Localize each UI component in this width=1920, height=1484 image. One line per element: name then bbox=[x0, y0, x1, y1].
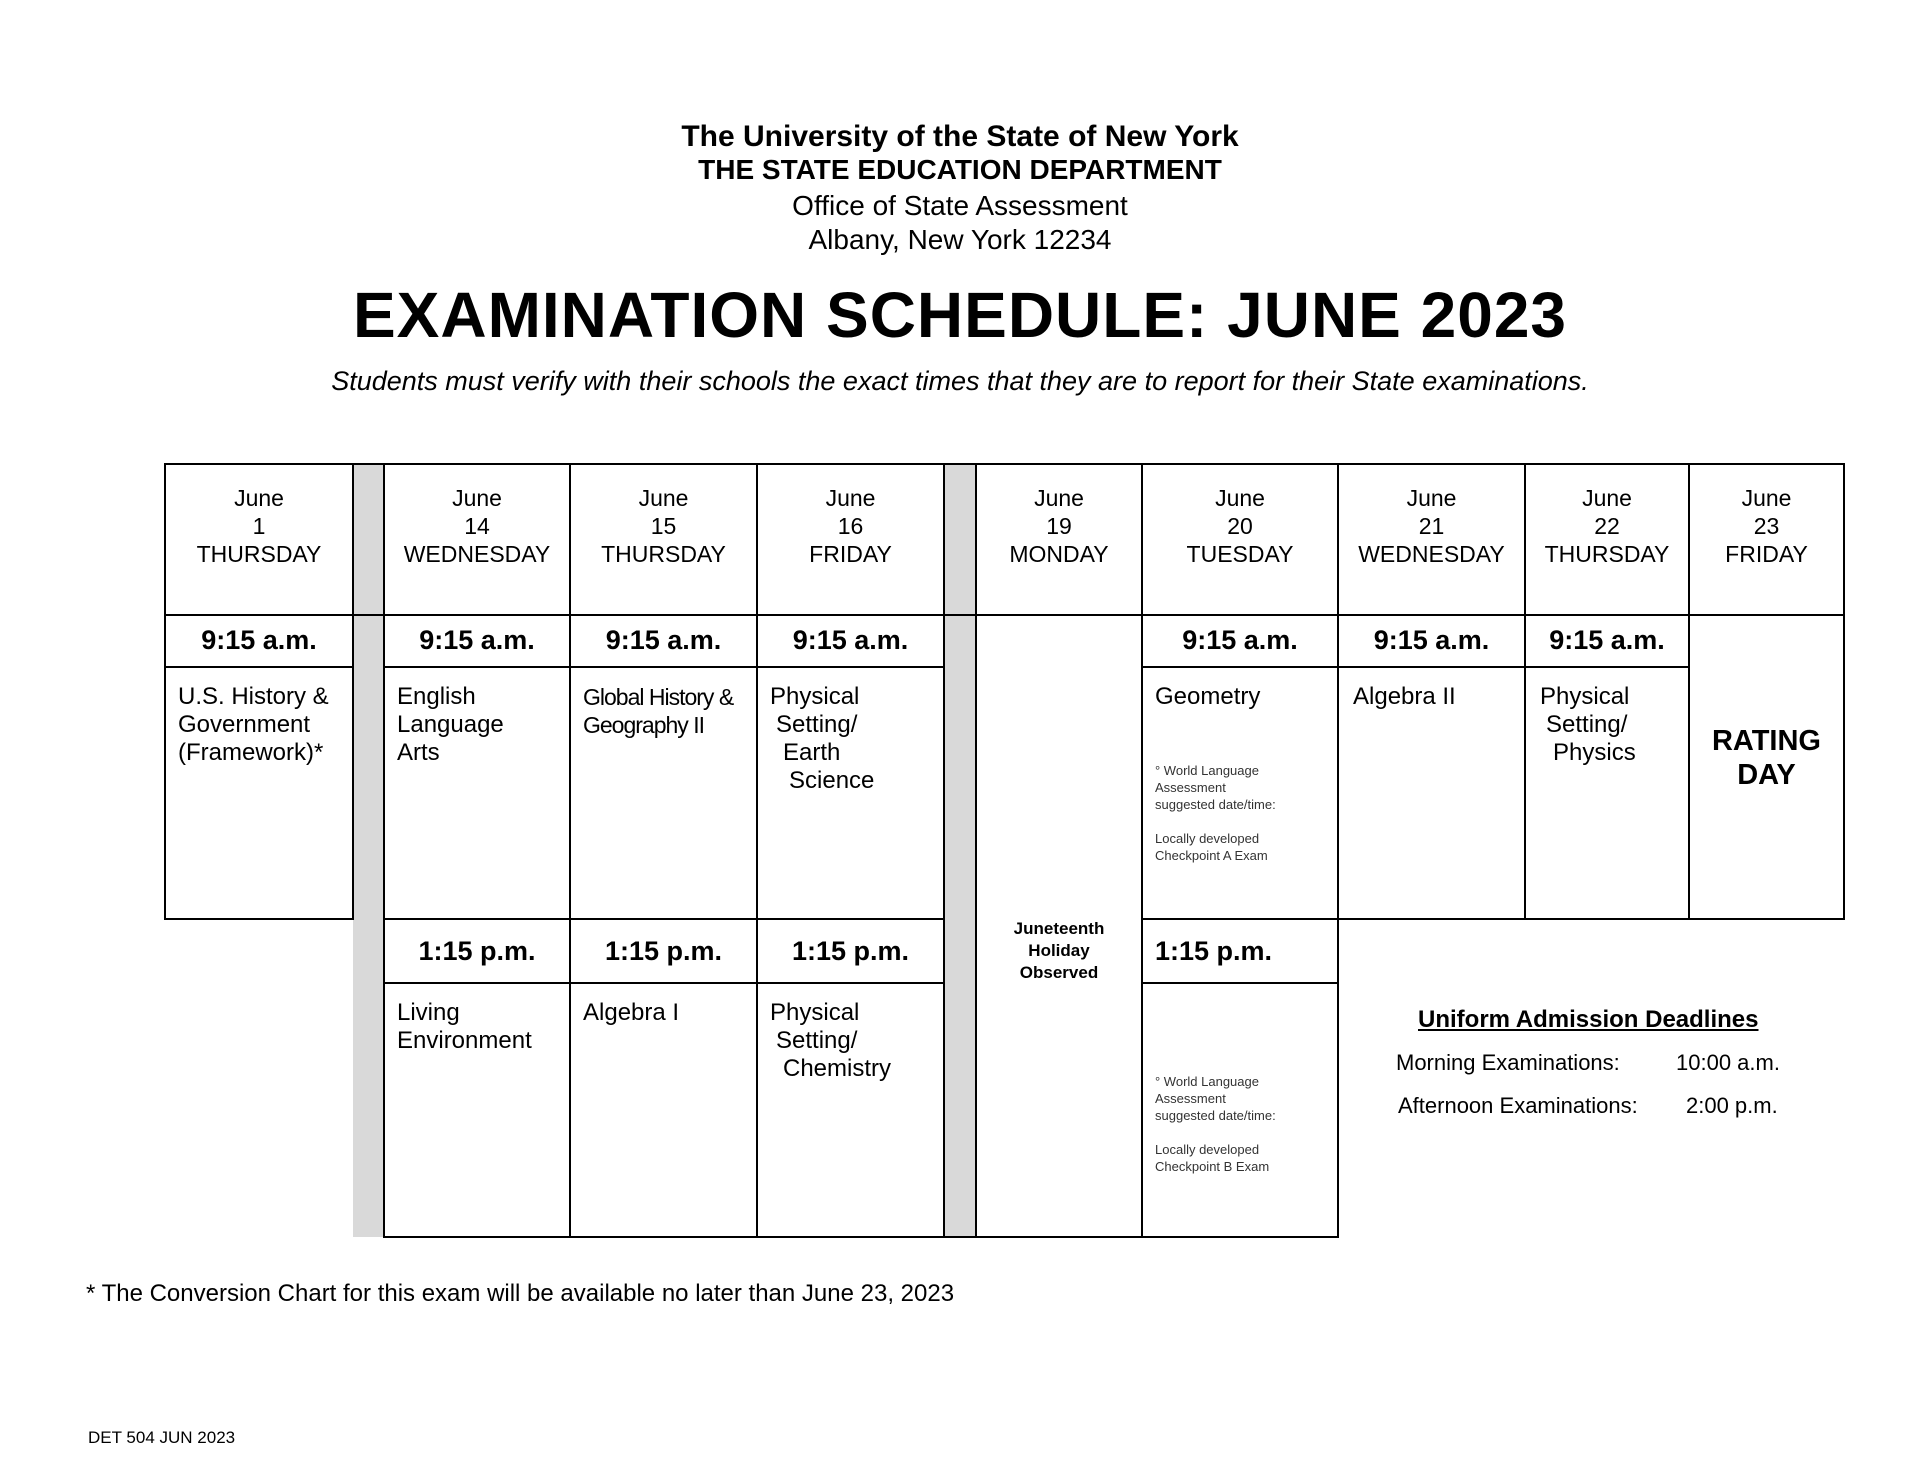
day-weekday: MONDAY bbox=[1009, 541, 1109, 567]
day-date: 22 bbox=[1594, 513, 1620, 539]
note-line: suggested date/time: bbox=[1155, 797, 1276, 812]
rating-line: RATING bbox=[1711, 725, 1821, 757]
day-weekday: FRIDAY bbox=[1725, 541, 1808, 567]
exam-line: Living bbox=[397, 999, 460, 1026]
exam-line: Physics bbox=[1553, 739, 1636, 766]
day-month: June bbox=[1582, 485, 1632, 511]
grid-line bbox=[164, 614, 1845, 616]
exam-algebra-1: Algebra I bbox=[583, 999, 680, 1026]
rating-day bbox=[1690, 724, 1843, 792]
exam-earth-science bbox=[770, 683, 874, 795]
header-line-1: The University of the State of New York bbox=[681, 120, 1239, 153]
day-header bbox=[977, 484, 1141, 568]
exam-line: Environment bbox=[397, 1027, 532, 1054]
day-date: 1 bbox=[252, 513, 266, 539]
day-header bbox=[1143, 484, 1337, 568]
header-line-2: THE STATE EDUCATION DEPARTMENT bbox=[698, 154, 1222, 185]
afternoon-time: 1:15 p.m. bbox=[418, 936, 536, 966]
exam-line: Chemistry bbox=[783, 1055, 892, 1082]
exam-algebra-2: Algebra II bbox=[1353, 683, 1456, 710]
exam-chemistry bbox=[770, 999, 891, 1083]
morning-time: 9:15 a.m. bbox=[792, 625, 909, 655]
day-header bbox=[758, 484, 943, 568]
uad-morning-time: 10:00 a.m. bbox=[1676, 1050, 1780, 1075]
header-line-4: Albany, New York 12234 bbox=[808, 224, 1112, 255]
holiday-line: Observed bbox=[1019, 963, 1099, 982]
morning-time: 9:15 a.m. bbox=[419, 625, 535, 655]
grid-line bbox=[1337, 463, 1339, 1238]
grid-line bbox=[943, 463, 945, 1238]
grid-line bbox=[383, 1236, 1338, 1238]
exam-geometry: Geometry bbox=[1155, 683, 1261, 710]
day-month: June bbox=[825, 485, 876, 511]
holiday-line: Holiday bbox=[1028, 941, 1090, 960]
exam-line: Setting/ bbox=[776, 711, 858, 738]
exam-line: Language bbox=[397, 711, 504, 738]
exam-us-history bbox=[178, 683, 329, 767]
juneteenth-holiday bbox=[977, 918, 1141, 984]
grid-line bbox=[164, 666, 354, 668]
note-line: Assessment bbox=[1155, 1091, 1226, 1106]
grid-line bbox=[383, 918, 945, 920]
afternoon-time: 1:15 p.m. bbox=[604, 936, 723, 966]
day-month: June bbox=[1215, 485, 1265, 511]
separator-column bbox=[945, 464, 975, 1237]
day-weekday: THURSDAY bbox=[196, 541, 322, 567]
exam-line: Setting/ bbox=[776, 1027, 858, 1054]
world-language-note-a bbox=[1155, 762, 1276, 864]
note-line: Checkpoint A Exam bbox=[1155, 848, 1268, 863]
note-line: ° World Language bbox=[1155, 1074, 1259, 1089]
grid-line bbox=[164, 918, 354, 920]
day-weekday: WEDNESDAY bbox=[403, 541, 551, 567]
holiday-line: Juneteenth bbox=[1013, 919, 1105, 938]
afternoon-time: 1:15 p.m. bbox=[791, 936, 910, 966]
day-date: 15 bbox=[650, 513, 677, 539]
morning-time: 9:15 a.m. bbox=[1182, 625, 1298, 655]
exam-living-environment bbox=[397, 999, 532, 1055]
day-date: 14 bbox=[464, 513, 490, 539]
day-weekday: THURSDAY bbox=[1544, 541, 1670, 567]
exam-line: Government bbox=[178, 711, 311, 738]
exam-line: Earth bbox=[783, 739, 841, 766]
day-month: June bbox=[452, 485, 502, 511]
grid-line bbox=[1141, 982, 1338, 984]
grid-line bbox=[975, 463, 977, 1238]
note-line: Locally developed bbox=[1155, 1142, 1260, 1157]
morning-time: 9:15 a.m. bbox=[201, 625, 317, 655]
exam-line: Setting/ bbox=[1546, 711, 1628, 738]
world-language-note-b bbox=[1155, 1073, 1276, 1175]
morning-time: 9:15 a.m. bbox=[605, 625, 722, 655]
day-month: June bbox=[638, 485, 689, 511]
day-month: June bbox=[1034, 485, 1084, 511]
day-header bbox=[166, 484, 352, 568]
grid-line bbox=[383, 463, 385, 1238]
day-header bbox=[385, 484, 569, 568]
day-month: June bbox=[1406, 485, 1457, 511]
note-line: Assessment bbox=[1155, 780, 1226, 795]
day-date: 19 bbox=[1046, 513, 1072, 539]
exam-line: Arts bbox=[397, 739, 440, 766]
uad-afternoon-time: 2:00 p.m. bbox=[1686, 1093, 1778, 1118]
exam-physics bbox=[1540, 683, 1636, 767]
grid-line bbox=[1843, 463, 1845, 920]
exam-line: Science bbox=[789, 767, 875, 794]
document-code: DET 504 JUN 2023 bbox=[88, 1428, 236, 1447]
exam-line: (Framework)* bbox=[178, 739, 324, 766]
grid-line bbox=[164, 463, 1845, 465]
uad-title: Uniform Admission Deadlines bbox=[1418, 1006, 1759, 1033]
exam-line: U.S. History & bbox=[178, 683, 329, 710]
note-line: ° World Language bbox=[1155, 763, 1259, 778]
grid-line bbox=[383, 982, 945, 984]
day-date: 23 bbox=[1753, 513, 1780, 539]
day-date: 21 bbox=[1418, 513, 1445, 539]
footnote: * The Conversion Chart for this exam will be available no later than June 23, 2023 bbox=[86, 1280, 955, 1307]
exam-line: Physical bbox=[770, 683, 860, 710]
page-title: EXAMINATION SCHEDULE: JUNE 2023 bbox=[352, 279, 1568, 351]
afternoon-time: 1:15 p.m. bbox=[1155, 936, 1273, 966]
grid-line bbox=[383, 666, 945, 668]
day-date: 20 bbox=[1227, 513, 1253, 539]
grid-line bbox=[352, 463, 354, 920]
day-weekday: TUESDAY bbox=[1186, 541, 1294, 567]
exam-line: Geography II bbox=[583, 712, 704, 738]
page-subtitle: Students must verify with their schools the exact times that they are to report for their State examinations. bbox=[331, 366, 1589, 396]
exam-line: Global History & bbox=[583, 684, 734, 710]
exam-line: Physical bbox=[770, 999, 860, 1026]
note-spacer bbox=[1155, 1124, 1276, 1141]
uad-morning-label: Morning Examinations: bbox=[1396, 1050, 1620, 1075]
day-header bbox=[571, 484, 756, 568]
day-header bbox=[1526, 484, 1688, 568]
exam-english bbox=[397, 683, 504, 767]
day-weekday: THURSDAY bbox=[601, 541, 726, 567]
exam-line: English bbox=[397, 683, 476, 710]
morning-time: 9:15 a.m. bbox=[1549, 625, 1665, 655]
day-month: June bbox=[234, 485, 284, 511]
day-weekday: FRIDAY bbox=[809, 541, 892, 567]
morning-time: 9:15 a.m. bbox=[1373, 625, 1490, 655]
day-header bbox=[1339, 484, 1524, 568]
note-line: Checkpoint B Exam bbox=[1155, 1159, 1270, 1174]
note-spacer bbox=[1155, 813, 1276, 830]
rating-line: DAY bbox=[1737, 759, 1796, 791]
note-line: Locally developed bbox=[1155, 831, 1260, 846]
header-line-3: Office of State Assessment bbox=[792, 190, 1128, 221]
grid-line bbox=[569, 463, 571, 1238]
uad-afternoon-label: Afternoon Examinations: bbox=[1398, 1093, 1638, 1118]
day-weekday: WEDNESDAY bbox=[1358, 541, 1505, 567]
day-header bbox=[1690, 484, 1843, 568]
exam-line: Physical bbox=[1540, 683, 1630, 710]
grid-line bbox=[756, 463, 758, 1238]
day-date: 16 bbox=[837, 513, 864, 539]
grid-line bbox=[1141, 918, 1845, 920]
day-month: June bbox=[1741, 485, 1792, 511]
note-line: suggested date/time: bbox=[1155, 1108, 1276, 1123]
grid-line bbox=[1141, 463, 1143, 1238]
exam-global-history bbox=[583, 683, 733, 739]
grid-line bbox=[1141, 666, 1689, 668]
separator-column bbox=[353, 464, 383, 1237]
